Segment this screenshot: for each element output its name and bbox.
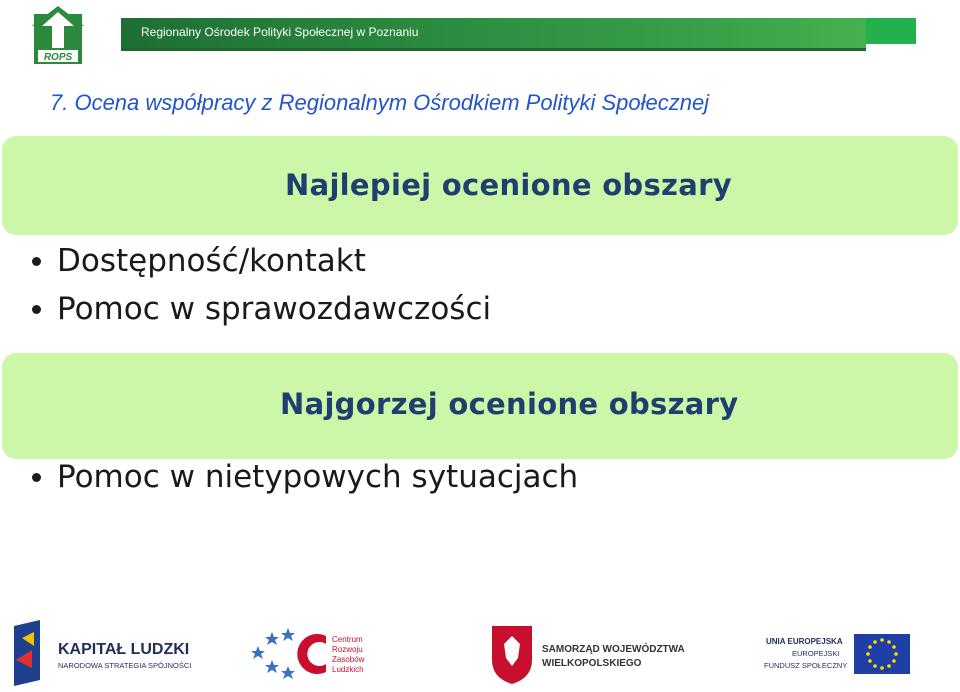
crzl-line1: Centrum: [332, 635, 363, 644]
list-item-text: Pomoc w sprawozdawczości: [57, 291, 492, 327]
rops-logo-text: ROPS: [43, 52, 73, 63]
kapital-ludzki-name: KAPITAŁ LUDZKI: [58, 641, 190, 658]
slide-title: 7. Ocena współpracy z Regionalnym Ośrodkiem Polityki Społecznej: [50, 90, 710, 115]
eu-logo: [752, 628, 918, 684]
samorzad-line2: WIELKOPOLSKIEGO: [542, 658, 642, 669]
bullet-icon: [32, 305, 41, 314]
bullet-icon: [32, 473, 41, 482]
list-item-text: Pomoc w nietypowych sytuacjach: [57, 459, 579, 495]
crzl-logo: [250, 626, 380, 682]
best-areas-list: [30, 237, 491, 333]
crzl-line3: Zasobów: [332, 655, 365, 664]
list-item: [30, 237, 491, 285]
list-item-text: Dostępność/kontakt: [57, 243, 366, 279]
worst-areas-heading: Najgorzej ocenione obszary: [280, 387, 739, 421]
header-title: Regionalny Ośrodek Polityki Społecznej w Poznaniu: [141, 25, 419, 39]
header-accent-block: [866, 18, 916, 44]
ue-line3: FUNDUSZ SPOŁECZNY: [764, 661, 848, 670]
best-areas-banner: [2, 136, 958, 235]
bullet-icon: [32, 257, 41, 266]
ue-line2: EUROPEJSKI: [792, 649, 840, 658]
crzl-line4: Ludzkich: [332, 665, 364, 674]
rops-logo: [30, 4, 86, 68]
worst-areas-banner: [2, 353, 958, 459]
samorzad-wojewodztwa-logo: [490, 624, 685, 684]
list-item: [30, 285, 491, 333]
samorzad-line1: SAMORZĄD WOJEWÓDZTWA: [542, 644, 685, 655]
best-areas-heading: Najlepiej ocenione obszary: [285, 168, 732, 202]
list-item: [30, 453, 578, 501]
header-bar-underline: [121, 48, 866, 51]
kapital-ludzki-logo: [10, 620, 192, 686]
kapital-ludzki-subtitle: NARODOWA STRATEGIA SPÓJNOŚCI: [58, 661, 192, 670]
worst-areas-list: [30, 453, 578, 501]
ue-line1: UNIA EUROPEJSKA: [766, 637, 843, 646]
crzl-line2: Rozwoju: [332, 645, 363, 654]
